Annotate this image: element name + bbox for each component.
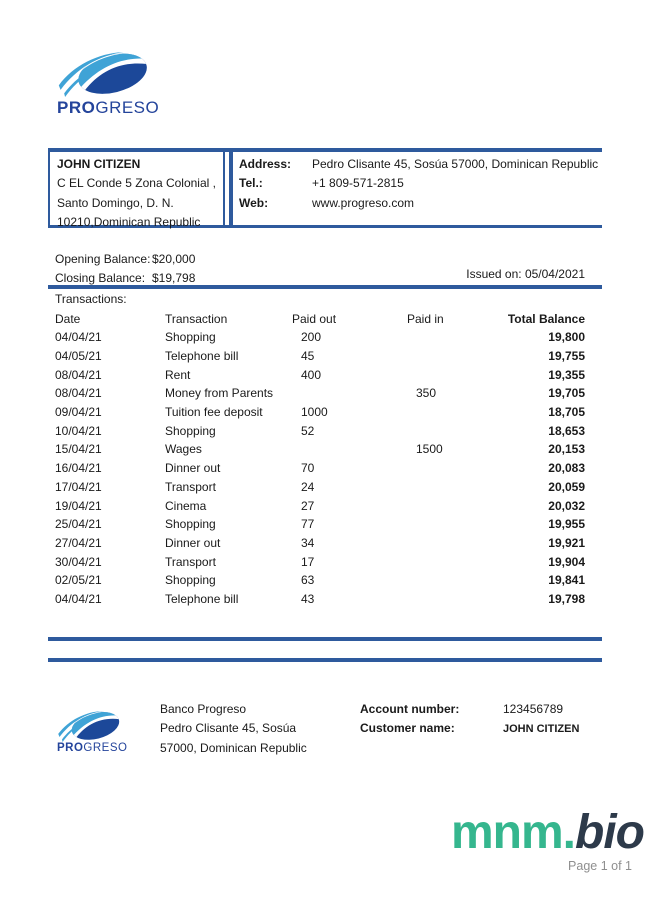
table-row [55, 459, 585, 478]
page-number: Page 1 of 1 [568, 859, 632, 873]
transaction-cell: Telephone bill [165, 349, 239, 364]
web-label: Web: [239, 195, 269, 210]
transaction-cell: Telephone bill [165, 591, 239, 606]
table-row [55, 440, 585, 459]
balance-cell: 20,083 [548, 461, 585, 476]
bank-wordmark [57, 98, 169, 118]
date-cell: 04/05/21 [55, 349, 102, 364]
divider-line [48, 637, 602, 641]
transactions-header-row [55, 309, 585, 328]
bank-contact-block [239, 155, 598, 213]
balance-cell: 19,705 [548, 386, 585, 401]
table-row [55, 590, 585, 609]
balance-cell: 18,653 [548, 423, 585, 438]
transactions-table [55, 309, 585, 608]
balance-summary [55, 250, 195, 288]
balance-cell: 20,032 [548, 498, 585, 513]
date-cell: 15/04/21 [55, 442, 102, 457]
transaction-cell: Money from Parents [165, 386, 274, 401]
mnm-bio-watermark [451, 806, 644, 859]
wordmark-rest: GRESO [83, 742, 128, 754]
address-value: Pedro Clisante 45, Sosúa 57000, Dominican Republic [312, 157, 599, 171]
date-cell: 09/04/21 [55, 405, 102, 420]
table-row [55, 571, 585, 590]
date-cell: 30/04/21 [55, 554, 102, 569]
info-box-divider-thick [229, 152, 233, 225]
date-cell: 16/04/21 [55, 461, 102, 476]
paid-out-cell: 27 [301, 498, 315, 513]
transaction-cell: Wages [165, 442, 202, 457]
wordmark-bold: PRO [57, 98, 96, 117]
transaction-cell: Dinner out [165, 535, 221, 550]
transaction-cell: Transport [165, 479, 216, 494]
account-holder-info-box [48, 148, 602, 228]
table-row [55, 365, 585, 384]
wordmark-bold: PRO [57, 742, 84, 754]
balance-cell: 18,705 [548, 405, 585, 420]
transaction-column-header: Transaction [165, 311, 228, 326]
table-row [55, 347, 585, 366]
watermark-block [451, 806, 644, 873]
footer-bank-address-line: 57000, Dominican Republic [160, 740, 307, 755]
balance-cell: 20,059 [548, 479, 585, 494]
paid-out-cell: 70 [301, 461, 315, 476]
transaction-cell: Shopping [165, 517, 216, 532]
date-cell: 08/04/21 [55, 367, 102, 382]
table-row [55, 328, 585, 347]
watermark-teal-part: mnm. [451, 806, 576, 859]
account-number-label: Account number: [360, 702, 460, 716]
balance-cell: 19,798 [548, 591, 585, 606]
footer-bank-address-block [160, 700, 307, 758]
table-row [55, 421, 585, 440]
paid-in-column-header: Paid in [407, 311, 444, 326]
wordmark-rest: GRESO [95, 98, 160, 117]
date-cell: 10/04/21 [55, 423, 102, 438]
balance-cell: 19,955 [548, 517, 585, 532]
transaction-cell: Transport [165, 554, 216, 569]
transaction-cell: Cinema [165, 498, 207, 513]
bank-wordmark [57, 742, 137, 754]
footer-bank-name: Banco Progreso [160, 702, 247, 716]
balance-cell: 19,904 [548, 554, 585, 569]
customer-address-line: C EL Conde 5 Zona Colonial , [57, 176, 216, 191]
customer-name-label: Customer name: [360, 721, 455, 736]
balance-cell: 19,755 [548, 349, 585, 364]
paid-out-column-header: Paid out [292, 311, 337, 326]
table-row [55, 496, 585, 515]
transactions-section-label: Transactions: [55, 292, 127, 306]
date-cell: 08/04/21 [55, 386, 102, 401]
date-cell: 25/04/21 [55, 517, 102, 532]
table-row [55, 515, 585, 534]
address-label: Address: [239, 157, 292, 171]
divider-line [48, 285, 602, 289]
web-value: www.progreso.com [312, 195, 415, 210]
transaction-cell: Dinner out [165, 461, 221, 476]
date-column-header: Date [55, 311, 81, 326]
bank-logo-header [57, 45, 169, 118]
paid-out-cell: 43 [301, 591, 315, 606]
tel-label: Tel.: [239, 176, 263, 191]
paid-out-cell: 52 [301, 423, 315, 438]
paid-out-cell: 34 [301, 535, 315, 550]
transaction-cell: Tuition fee deposit [165, 405, 263, 420]
date-cell: 17/04/21 [55, 479, 102, 494]
date-cell: 19/04/21 [55, 498, 102, 513]
account-number-value: 123456789 [503, 702, 564, 716]
closing-balance-value: $19,798 [152, 270, 196, 285]
total-balance-column-header: Total Balance [507, 311, 585, 326]
bank-logo-footer [57, 706, 137, 754]
customer-address-line: Santo Domingo, D. N. [57, 195, 174, 210]
transaction-cell: Rent [165, 367, 191, 382]
paid-out-cell: 1000 [301, 405, 328, 420]
customer-name: JOHN CITIZEN [57, 157, 141, 171]
balance-cell: 19,800 [548, 330, 585, 345]
progreso-swoosh-icon [57, 45, 161, 97]
paid-out-cell: 17 [301, 554, 315, 569]
footer-account-block [360, 700, 579, 740]
info-box-divider-thin [223, 152, 225, 225]
balance-cell: 20,153 [548, 442, 585, 457]
customer-address-block [57, 155, 216, 233]
customer-name-value: JOHN CITIZEN [503, 723, 580, 736]
paid-out-cell: 45 [301, 349, 315, 364]
paid-in-cell: 1500 [416, 442, 443, 457]
date-cell: 27/04/21 [55, 535, 102, 550]
table-row [55, 478, 585, 497]
issued-date: Issued on: 05/04/2021 [466, 267, 585, 281]
watermark-dark-part: bio [575, 806, 644, 859]
date-cell: 02/05/21 [55, 573, 102, 588]
closing-balance-label: Closing Balance: [55, 270, 146, 285]
table-row [55, 534, 585, 553]
opening-balance-value: $20,000 [152, 252, 196, 266]
paid-out-cell: 400 [301, 367, 322, 382]
table-row [55, 403, 585, 422]
paid-out-cell: 77 [301, 517, 315, 532]
transaction-cell: Shopping [165, 330, 216, 345]
footer-bank-address-line: Pedro Clisante 45, Sosúa [160, 721, 297, 736]
tel-value: +1 809-571-2815 [312, 176, 404, 191]
balance-cell: 19,921 [548, 535, 585, 550]
table-row [55, 384, 585, 403]
transaction-cell: Shopping [165, 573, 216, 588]
balance-cell: 19,355 [548, 367, 585, 382]
progreso-swoosh-icon [57, 706, 129, 742]
date-cell: 04/04/21 [55, 591, 102, 606]
transactions-table-body [55, 328, 585, 608]
paid-out-cell: 200 [301, 330, 322, 345]
transaction-cell: Shopping [165, 423, 216, 438]
divider-line [48, 658, 602, 662]
paid-out-cell: 24 [301, 479, 315, 494]
paid-in-cell: 350 [416, 386, 437, 401]
table-row [55, 552, 585, 571]
date-cell: 04/04/21 [55, 330, 102, 345]
opening-balance-label: Opening Balance: [55, 252, 151, 266]
customer-address-line: 10210,Dominican Republic [57, 215, 201, 230]
balance-cell: 19,841 [548, 573, 585, 588]
paid-out-cell: 63 [301, 573, 315, 588]
